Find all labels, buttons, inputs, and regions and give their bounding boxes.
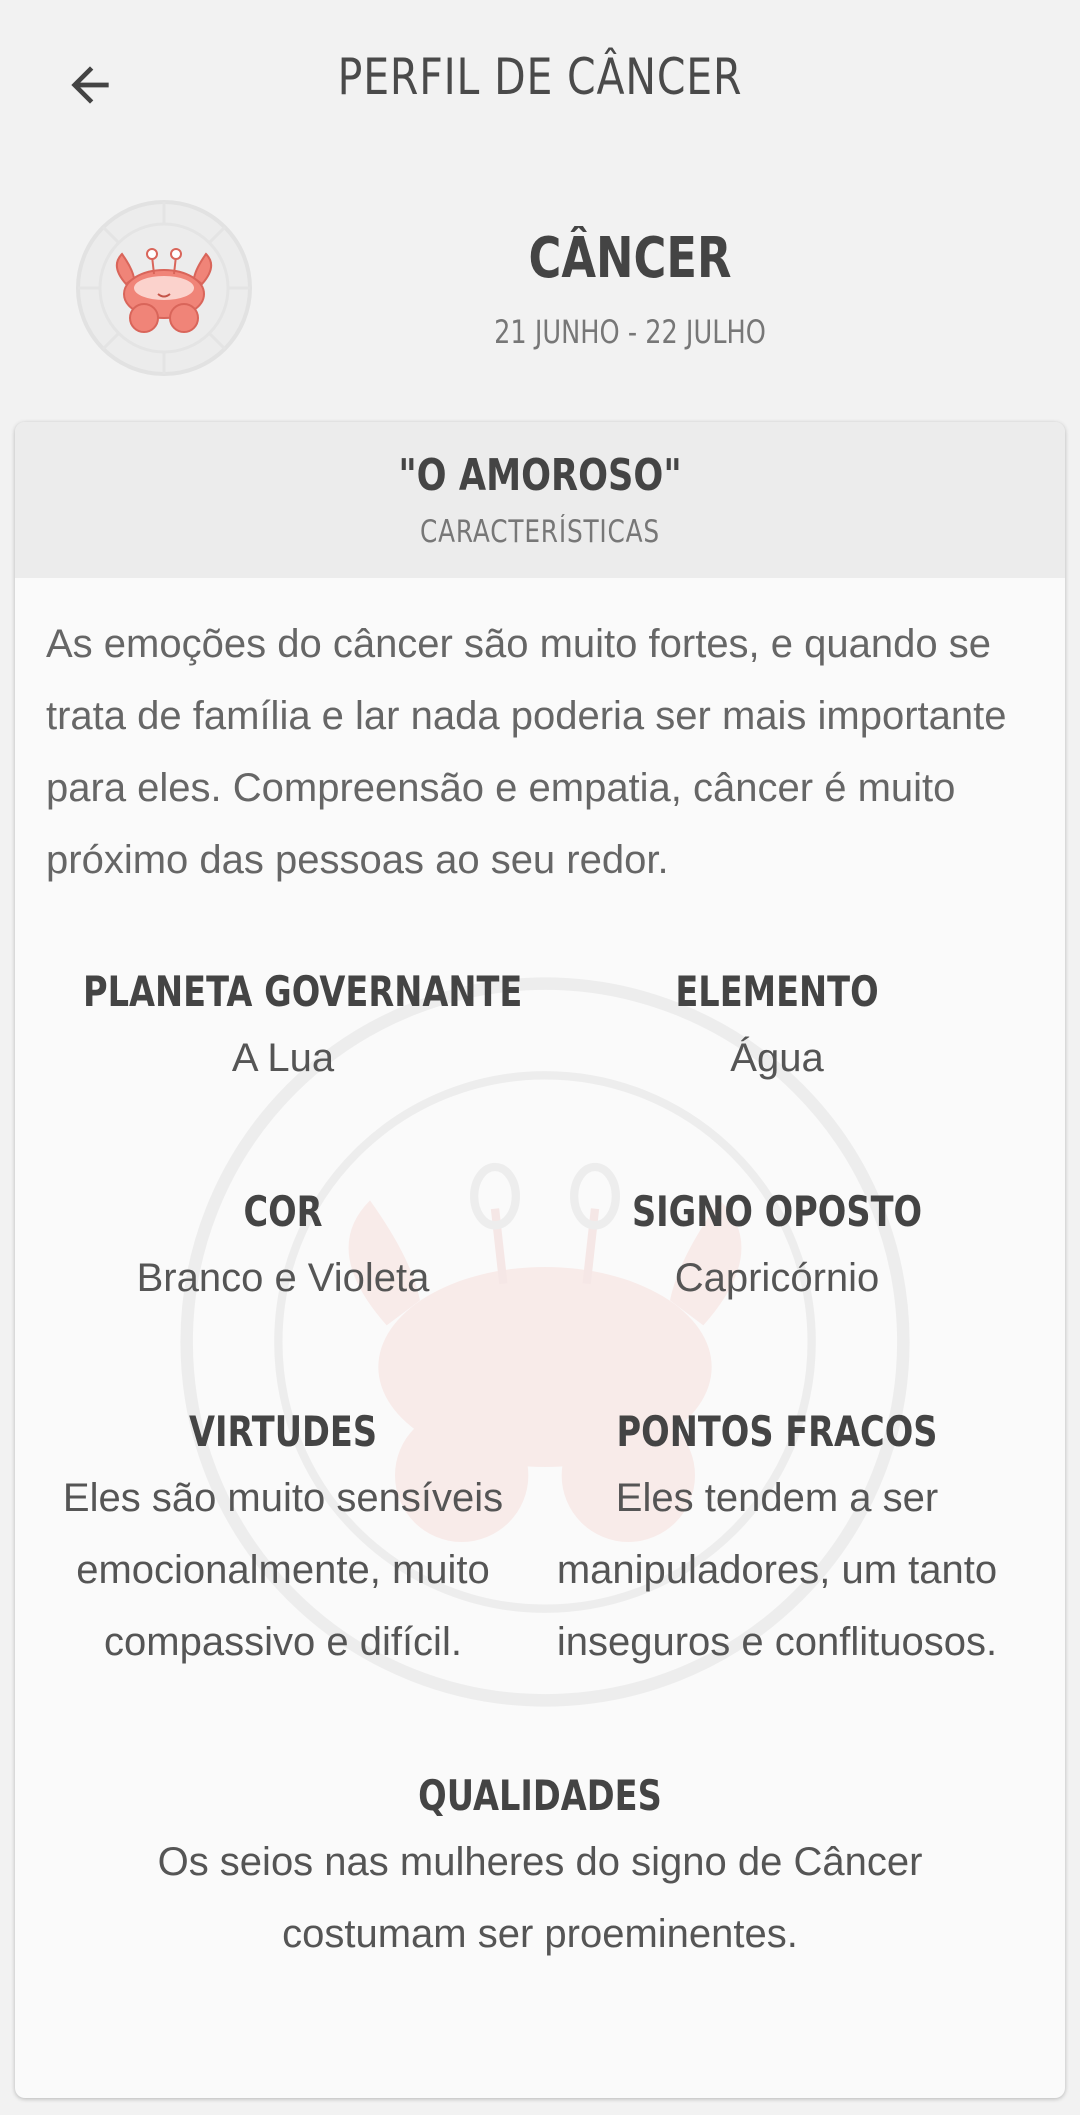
card-subtitle: CARACTERÍSTICAS (420, 514, 660, 550)
virtues-label: VIRTUDES (188, 1407, 378, 1456)
ruling-planet-value: A Lua (231, 1036, 335, 1080)
sign-name: CÂNCER (528, 226, 732, 291)
page-title: PERFIL DE CÂNCER (337, 48, 743, 106)
color-value: Branco e Violeta (136, 1256, 430, 1300)
virtues-value: Eles são muito sensíveis emocionalmente, muito compassivo e difícil. (62, 1476, 504, 1664)
ruling-planet-section (33, 962, 533, 1094)
opposite-sign-value: Capricórnio (674, 1256, 880, 1300)
sign-dates: 21 JUNHO - 22 JULHO (494, 313, 766, 351)
color-label: COR (243, 1187, 323, 1236)
weaknesses-section (537, 1402, 1017, 1678)
weaknesses-value: Eles tendem a ser manipuladores, um tanto inseguros e conflituosos. (556, 1476, 998, 1664)
qualities-label: QUALIDADES (418, 1771, 662, 1820)
element-value: Água (730, 1036, 824, 1080)
weaknesses-label: PONTOS FRACOS (616, 1407, 938, 1456)
virtues-section (53, 1402, 513, 1678)
qualities-value: Os seios nas mulheres do signo de Câncer costumam ser proeminentes. (157, 1840, 923, 1956)
sign-nickname: "O AMOROSO" (398, 450, 682, 501)
profile-card (15, 422, 1065, 2098)
element-label: ELEMENTO (675, 967, 879, 1016)
opposite-sign-section (527, 1182, 1027, 1314)
cancer-crab-icon (74, 198, 254, 378)
qualities-section (140, 1766, 940, 1970)
sign-header (0, 168, 1080, 408)
color-section (33, 1182, 533, 1314)
sign-description: As emoções do câncer são muito fortes, e quando se trata de família e lar nada poderia ser mais importante para eles. Compreensão e empatia, câncer é muito próximo das pessoas ao seu redor. (46, 622, 1007, 882)
element-section (527, 962, 1027, 1094)
card-header (15, 422, 1065, 578)
opposite-sign-label: SIGNO OPOSTO (631, 1187, 923, 1236)
ruling-planet-label: PLANETA GOVERNANTE (83, 967, 523, 1016)
app-bar (0, 0, 1080, 168)
